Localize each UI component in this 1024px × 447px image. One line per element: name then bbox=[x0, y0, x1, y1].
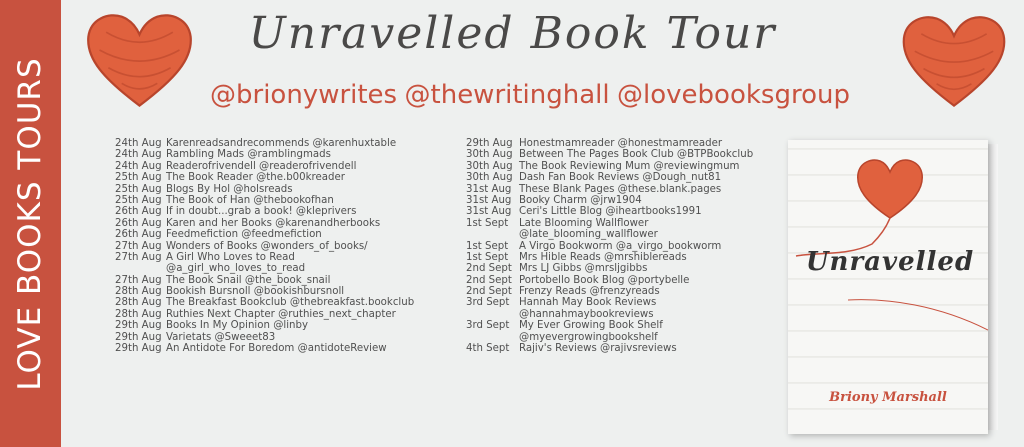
schedule-row bbox=[115, 195, 414, 206]
schedule-row bbox=[466, 320, 753, 331]
social-handles bbox=[210, 80, 850, 110]
schedule-row bbox=[115, 275, 414, 286]
schedule-blog: Ruthies Next Chapter @ruthies_next_chapter bbox=[166, 308, 396, 320]
schedule-date: 26th Aug bbox=[115, 217, 162, 229]
schedule-blog: A Girl Who Loves to Read bbox=[166, 251, 295, 263]
schedule-date: 29th Aug bbox=[115, 320, 162, 332]
schedule-row bbox=[115, 206, 414, 217]
schedule-blog: The Book Reader @the.b00kreader bbox=[166, 172, 345, 184]
schedule-blog: Mrs LJ Gibbs @mrsljgibbs bbox=[519, 263, 648, 275]
schedule-row bbox=[115, 184, 414, 195]
schedule-date: 24th Aug bbox=[115, 160, 162, 172]
schedule-date: 31st Aug bbox=[466, 206, 512, 218]
schedule-date: 25th Aug bbox=[115, 183, 162, 195]
schedule-row bbox=[466, 218, 753, 229]
tour-title: Unravelled Book Tour bbox=[248, 8, 777, 59]
schedule-row bbox=[115, 149, 414, 160]
schedule-blog: Hannah May Book Reviews bbox=[519, 297, 657, 309]
schedule-row bbox=[466, 263, 753, 274]
schedule-date: 4th Sept bbox=[466, 343, 510, 355]
schedule-row bbox=[115, 343, 414, 354]
schedule-blog: Portobello Book Blog @portybelle bbox=[519, 274, 690, 286]
schedule-row bbox=[115, 172, 414, 183]
schedule-blog: Rambling Mads @ramblingmads bbox=[166, 149, 331, 161]
schedule-row bbox=[115, 297, 414, 308]
schedule-blog: These Blank Pages @these.blank.pages bbox=[519, 183, 722, 195]
handle-publisher: @thewritinghall bbox=[404, 80, 610, 110]
schedule-row bbox=[115, 138, 414, 149]
schedule-row bbox=[115, 263, 414, 274]
schedule-blog: Honestmamreader @honestmamreader bbox=[519, 138, 723, 149]
handle-organizer: @lovebooksgroup bbox=[617, 80, 850, 110]
schedule-blog: Wonders of Books @wonders_of_books/ bbox=[166, 240, 368, 252]
book-author: Briony Marshall bbox=[829, 390, 947, 405]
schedule-date: 31st Aug bbox=[466, 183, 512, 195]
schedule-blog: If in doubt...grab a book! @kleprivers bbox=[166, 206, 357, 218]
schedule-blog: @myevergrowingbookshelf bbox=[519, 331, 658, 343]
schedule-row bbox=[115, 218, 414, 229]
schedule-left bbox=[115, 138, 414, 354]
schedule-date: 25th Aug bbox=[115, 172, 162, 184]
schedule-blog: Blogs By Hol @holsreads bbox=[166, 183, 293, 195]
schedule-row bbox=[466, 149, 753, 160]
schedule-blog: Between The Pages Book Club @BTPBookclub bbox=[519, 149, 754, 161]
schedule-row bbox=[115, 286, 414, 297]
schedule-row bbox=[115, 309, 414, 320]
schedule-row bbox=[466, 297, 753, 308]
schedule-date: 1st Sept bbox=[466, 251, 509, 263]
schedule-row bbox=[466, 275, 753, 286]
schedule-blog: Readerofrivendell @readerofrivendell bbox=[166, 160, 357, 172]
schedule-date: 2nd Sept bbox=[466, 286, 512, 298]
schedule-blog: Mrs Hible Reads @mrshiblereads bbox=[519, 251, 687, 263]
heart-icon-right bbox=[898, 12, 1010, 110]
schedule-blog: Dash Fan Book Reviews @Dough_nut81 bbox=[519, 172, 722, 184]
schedule-date: 1st Sept bbox=[466, 217, 509, 229]
schedule-blog: Feedmefiction @feedmefiction bbox=[166, 229, 322, 241]
schedule-row bbox=[466, 138, 753, 149]
schedule-date: 26th Aug bbox=[115, 229, 162, 241]
schedule-row bbox=[466, 195, 753, 206]
schedule-date: 28th Aug bbox=[115, 286, 162, 298]
sidebar-banner bbox=[0, 0, 61, 447]
book-cover-image bbox=[788, 140, 993, 434]
schedule-date: 25th Aug bbox=[115, 194, 162, 206]
schedule-date: 2nd Sept bbox=[466, 274, 512, 286]
schedule-row bbox=[466, 309, 753, 320]
schedule-blog: The Breakfast Bookclub @thebreakfast.bookclub bbox=[166, 297, 415, 309]
schedule-blog: Ceri's Little Blog @iheartbooks1991 bbox=[519, 206, 702, 218]
schedule-date: 27th Aug bbox=[115, 274, 162, 286]
schedule-row bbox=[115, 161, 414, 172]
schedule-blog: @hannahmaybookreviews bbox=[519, 308, 654, 320]
schedule-date: 3rd Sept bbox=[466, 320, 510, 332]
schedule-blog: Late Blooming Wallflower bbox=[519, 217, 649, 229]
schedule-date: 28th Aug bbox=[115, 297, 162, 309]
schedule-date: 2nd Sept bbox=[466, 263, 512, 275]
schedule-blog: The Book Snail @the_book_snail bbox=[166, 274, 331, 286]
schedule-row bbox=[115, 252, 414, 263]
schedule-blog: Rajiv's Reviews @rajivsreviews bbox=[519, 343, 677, 355]
schedule-date: 30th Aug bbox=[466, 160, 513, 172]
schedule-row bbox=[466, 286, 753, 297]
schedule-date: 3rd Sept bbox=[466, 297, 510, 309]
schedule-row bbox=[115, 320, 414, 331]
schedule-date: 31st Aug bbox=[466, 194, 512, 206]
schedule-row bbox=[466, 229, 753, 240]
schedule-blog: Karenreadsandrecommends @karenhuxtable bbox=[166, 138, 397, 149]
schedule-row bbox=[466, 206, 753, 217]
book-cover bbox=[788, 140, 988, 434]
schedule-blog: Booky Charm @jrw1904 bbox=[519, 194, 642, 206]
schedule-date: 24th Aug bbox=[115, 149, 162, 161]
schedule-blog: The Book Reviewing Mum @reviewingmum bbox=[519, 160, 740, 172]
schedule-blog: Bookish Bursnoll @bookishbursnoll bbox=[166, 286, 345, 298]
schedule-date: 27th Aug bbox=[115, 251, 162, 263]
schedule-blog: My Ever Growing Book Shelf bbox=[519, 320, 663, 332]
schedule-date: 29th Aug bbox=[466, 138, 513, 149]
schedule-row bbox=[115, 229, 414, 240]
schedule-row bbox=[115, 332, 414, 343]
schedule-date: 24th Aug bbox=[115, 138, 162, 149]
schedule-date: 29th Aug bbox=[115, 343, 162, 355]
schedule-blog: An Antidote For Boredom @antidoteReview bbox=[166, 343, 387, 355]
schedule-right bbox=[466, 138, 753, 354]
schedule-row bbox=[466, 172, 753, 183]
schedule-blog: The Book of Han @thebookofhan bbox=[166, 194, 334, 206]
schedule-row bbox=[466, 332, 753, 343]
schedule-blog: Frenzy Reads @frenzyreads bbox=[519, 286, 660, 298]
schedule-date: 30th Aug bbox=[466, 149, 513, 161]
handle-author: @brionywrites bbox=[210, 80, 398, 110]
schedule-date: 27th Aug bbox=[115, 240, 162, 252]
schedule-date: 30th Aug bbox=[466, 172, 513, 184]
book-title: Unravelled bbox=[805, 247, 975, 277]
schedule-blog: Varietats @Sweeet83 bbox=[166, 331, 276, 343]
schedule-blog: Books In My Opinion @linby bbox=[166, 320, 308, 332]
schedule-row bbox=[466, 184, 753, 195]
schedule-row bbox=[466, 252, 753, 263]
schedule-date: 28th Aug bbox=[115, 308, 162, 320]
schedule-row bbox=[466, 343, 753, 354]
schedule-date: 26th Aug bbox=[115, 206, 162, 218]
schedule-blog: A Virgo Bookworm @a_virgo_bookworm bbox=[519, 240, 722, 252]
schedule-row bbox=[466, 241, 753, 252]
schedule-date: 1st Sept bbox=[466, 240, 509, 252]
schedule-blog: @a_girl_who_loves_to_read bbox=[166, 263, 306, 275]
schedule-row bbox=[466, 161, 753, 172]
schedule-row bbox=[115, 241, 414, 252]
schedule-blog: @late_blooming_wallflower bbox=[519, 229, 658, 241]
sidebar-label: LOVE BOOKS TOURS bbox=[12, 57, 48, 391]
schedule-blog: Karen and her Books @karenandherbooks bbox=[166, 217, 381, 229]
schedule-date: 29th Aug bbox=[115, 331, 162, 343]
